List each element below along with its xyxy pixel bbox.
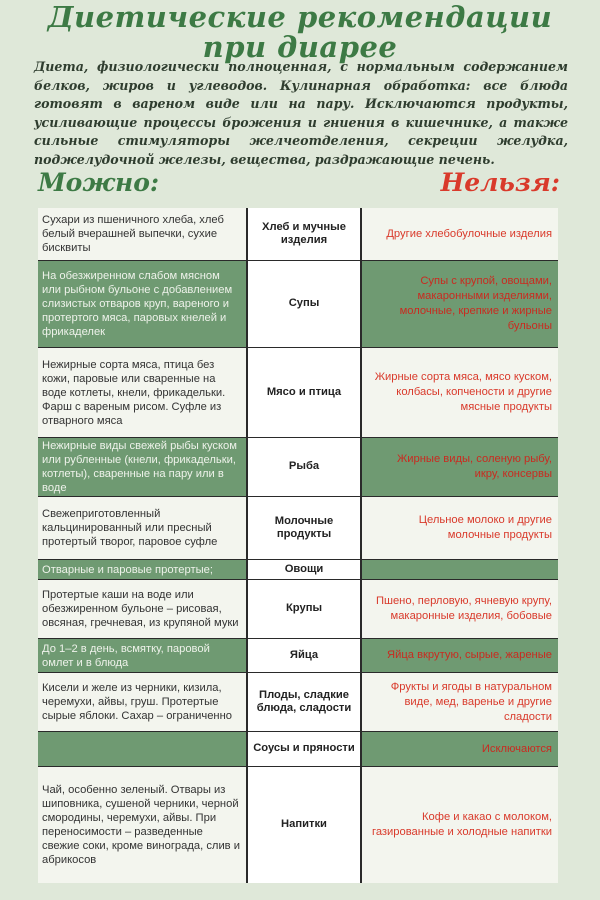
- forbidden-cell: Яйца вкрутую, сырые, жареные: [387, 649, 552, 661]
- category-cell: Хлеб и мучные изделия: [246, 208, 362, 260]
- category-cell: Яйца: [246, 639, 362, 672]
- forbidden-cell: Другие хлебобулочные изделия: [386, 227, 552, 240]
- allowed-cell: Нежирные виды свежей рыбы куском или рубленные (кнели, фрикадельки, котлеты), сваренные на пару или в воде: [42, 440, 237, 494]
- allowed-cell: Протертые каши на воде или обезжиренном бульоне – рисовая, овсяная, гречневая, из крупяной муки: [42, 589, 239, 629]
- allowed-cell: До 1–2 в день, всмятку, паровой омлет и в блюда: [42, 642, 210, 669]
- allowed-cell: [38, 732, 246, 766]
- category-cell: Рыба: [246, 438, 362, 496]
- title-line-1: Диетические рекомендации: [47, 0, 553, 34]
- category-cell: Соусы и пряности: [246, 732, 362, 766]
- allowed-cell: На обезжиренном слабом мясном или рыбном бульоне с добавлением слизистых отваров круп, вареного и протертого мяса, паровых кнелей и фрикаделек: [42, 270, 233, 338]
- table-row: [38, 497, 558, 560]
- forbidden-cell: Супы с крупой, овощами, макаронными изделиями, молочные, крепкие и жирные бульоны: [399, 275, 552, 332]
- allowed-cell: Кисели и желе из черники, кизила, черемухи, айвы, груш. Протертые сырые яблоки. Сахар – ограниченно: [42, 682, 233, 722]
- table-row: [38, 732, 558, 767]
- allowed-cell: Нежирные сорта мяса, птица без кожи, паровые или сваренные на воде котлеты, кнели, фрикадельки. Фарш с вареным рисом. Суфле из отварного мяса: [42, 358, 226, 427]
- table-row: [38, 639, 558, 673]
- allowed-cell: Отварные и паровые протертые;: [42, 563, 213, 576]
- forbidden-cell: Пшено, перловую, ячневую крупу, макаронные изделия, бобовые: [375, 595, 552, 622]
- forbidden-cell: Жирные сорта мяса, мясо куском, колбасы, копчености и другие мясные продукты: [374, 371, 552, 413]
- forbidden-cell: Фрукты и ягоды в натуральном виде, мед, варенье и другие сладости: [390, 680, 552, 723]
- table-row: [38, 580, 558, 639]
- category-cell: Мясо и птица: [246, 348, 362, 437]
- forbidden-cell: Цельное молоко и другие молочные продукты: [418, 514, 552, 541]
- table-row: [38, 673, 558, 732]
- table-row: [38, 348, 558, 438]
- table-row: [38, 767, 558, 883]
- forbidden-cell: Кофе и какао с молоком, газированные и холодные напитки: [371, 811, 552, 838]
- category-cell: Супы: [246, 261, 362, 347]
- category-cell: Плоды, сладкие блюда, сладости: [246, 673, 362, 731]
- forbidden-cell: [362, 560, 558, 579]
- allowed-cell: Чай, особенно зеленый. Отвары из шиповника, сушеной черники, черной смородины, черемухи, айвы. При переносимости – разведенные свежие соки, кроме винограда, слив и абрикосов: [42, 784, 240, 866]
- category-cell: Крупы: [246, 580, 362, 638]
- forbidden-cell: Жирные виды, соленую рыбу, икру, консервы: [396, 453, 552, 480]
- table-row: [38, 560, 558, 580]
- page-title: [0, 2, 600, 62]
- forbidden-cell: Исключаются: [481, 742, 552, 755]
- table-row: [38, 438, 558, 497]
- forbidden-heading: Нельзя:: [440, 168, 560, 197]
- intro-paragraph: Диета, физиологически полноценная, с нормальным содержанием белков, жиров и углеводов. Кулинарная обработка: все блюда готовят в вареном виде или на пару. Исключаются продукты, усиливающие процессы брожения и гниения в кишечнике, а также сильные стимуляторы желчеотделения, секреции желудка, поджелудочной железы, вещества, раздражающие печень.: [34, 59, 568, 167]
- diet-table: [38, 208, 558, 883]
- title-line-2: при диарее: [202, 30, 398, 64]
- table-row: [38, 261, 558, 348]
- category-cell: Молочные продукты: [246, 497, 362, 559]
- category-cell: Напитки: [246, 767, 362, 883]
- allowed-cell: Свежеприготовленный кальцинированный или пресный протертый творог, паровое суфле: [42, 508, 218, 548]
- allowed-cell: Сухари из пшеничного хлеба, хлеб белый вчерашней выпечки, сухие бисквиты: [42, 214, 224, 254]
- category-cell: Овощи: [246, 560, 362, 579]
- allowed-heading: Можно:: [38, 168, 160, 197]
- table-row: [38, 208, 558, 261]
